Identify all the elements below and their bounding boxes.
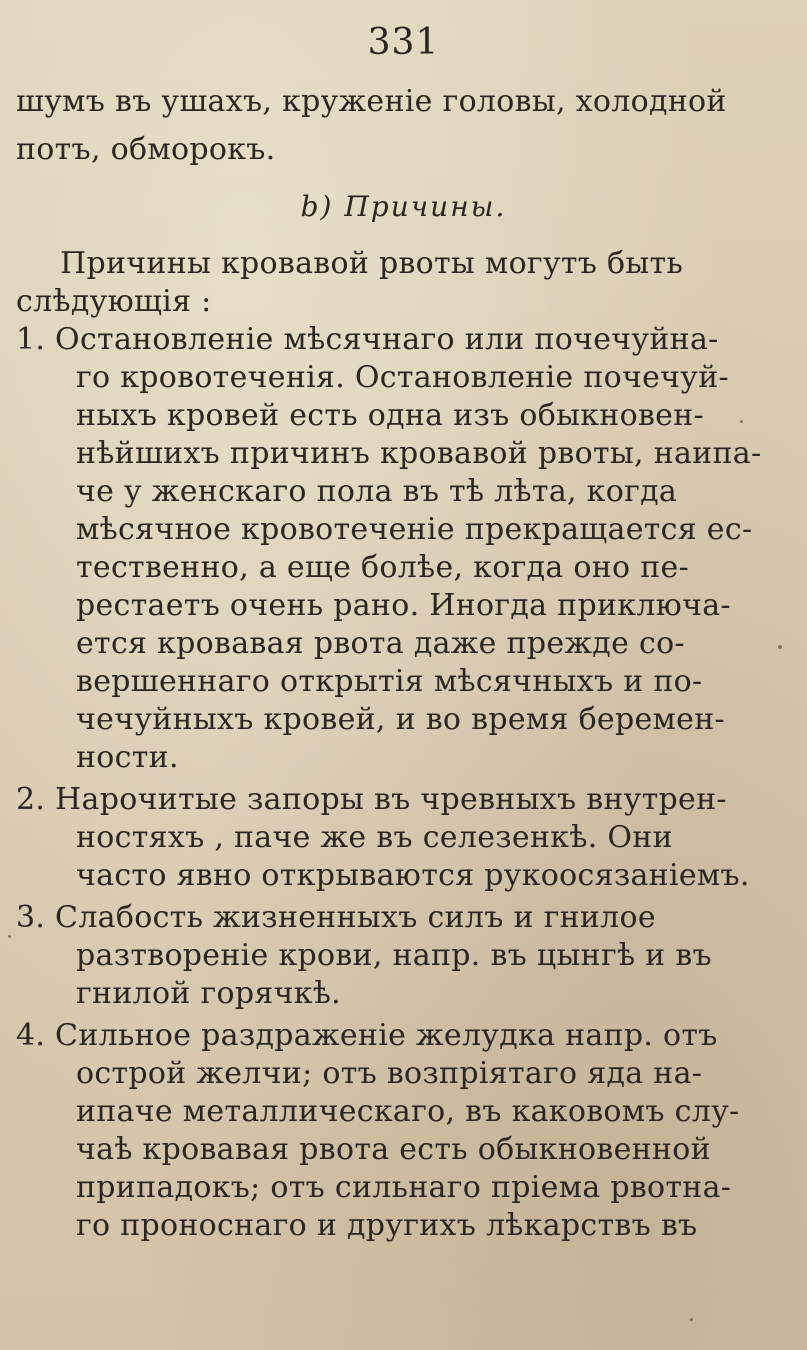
- page-number: 331: [367, 22, 440, 63]
- text-line: ется кровавая рвота даже прежде со-: [76, 626, 685, 661]
- text-line: го кровотеченія. Остановленіе почечуй-: [76, 360, 729, 395]
- text-line: тественно, а еще болѣе, когда оно пе-: [76, 550, 690, 585]
- text-line: часто явно открываются рукоосязаніемъ.: [76, 858, 750, 893]
- text-line: нѣйшихъ причинъ кровавой рвоты, наипа-: [76, 436, 762, 471]
- text-line: го проноснаго и другихъ лѣкарствъ въ: [76, 1208, 698, 1243]
- text-line: гнилой горячкѣ.: [76, 976, 341, 1011]
- list-item-2-line: 2. Нарочитые запоры въ чревныхъ внутрен-: [16, 782, 727, 817]
- text-line: острой желчи; отъ возпріятаго яда на-: [76, 1056, 703, 1091]
- section-heading: b) Причины.: [300, 190, 507, 223]
- text-line: потъ, обморокъ.: [16, 132, 276, 167]
- text-line: разтвореніе крови, напр. въ цынгѣ и въ: [76, 938, 712, 973]
- text-line: шумъ въ ушахъ, круженіе головы, холодной: [16, 84, 727, 119]
- text-line: чаѣ кровавая рвота есть обыкновенной: [76, 1132, 711, 1167]
- ink-speck: [690, 1318, 693, 1321]
- list-item-4-line: 4. Сильное раздраженіе желудка напр. отъ: [16, 1018, 718, 1053]
- text-line: ности.: [76, 740, 179, 775]
- ink-speck: [740, 420, 743, 423]
- text-line: слѣдующія :: [16, 284, 212, 319]
- text-line: мѣсячное кровотеченіе прекращается ес-: [76, 512, 753, 547]
- text-line: вершеннаго открытія мѣсячныхъ и по-: [76, 664, 703, 699]
- ink-speck: [8, 935, 11, 938]
- text-line: ипаче металлическаго, въ каковомъ слу-: [76, 1094, 740, 1129]
- text-line: чечуйныхъ кровей, и во время беремен-: [76, 702, 725, 737]
- ink-speck: [778, 645, 782, 649]
- text-line: припадокъ; отъ сильнаго пріема рвотна-: [76, 1170, 732, 1205]
- text-line: рестаетъ очень рано. Иногда приключа-: [76, 588, 731, 623]
- text-line: ныхъ кровей есть одна изъ обыкновен-: [76, 398, 704, 433]
- list-item-3-line: 3. Слабость жизненныхъ силъ и гнилое: [16, 900, 656, 935]
- list-item-1-line: 1. Остановленіе мѣсячнаго или почечуйна-: [16, 322, 719, 357]
- text-line: Причины кровавой рвоты могутъ быть: [60, 246, 684, 281]
- text-line: че у женскаго пола въ тѣ лѣта, когда: [76, 474, 678, 509]
- text-line: ностяхъ , паче же въ селезенкѣ. Они: [76, 820, 673, 855]
